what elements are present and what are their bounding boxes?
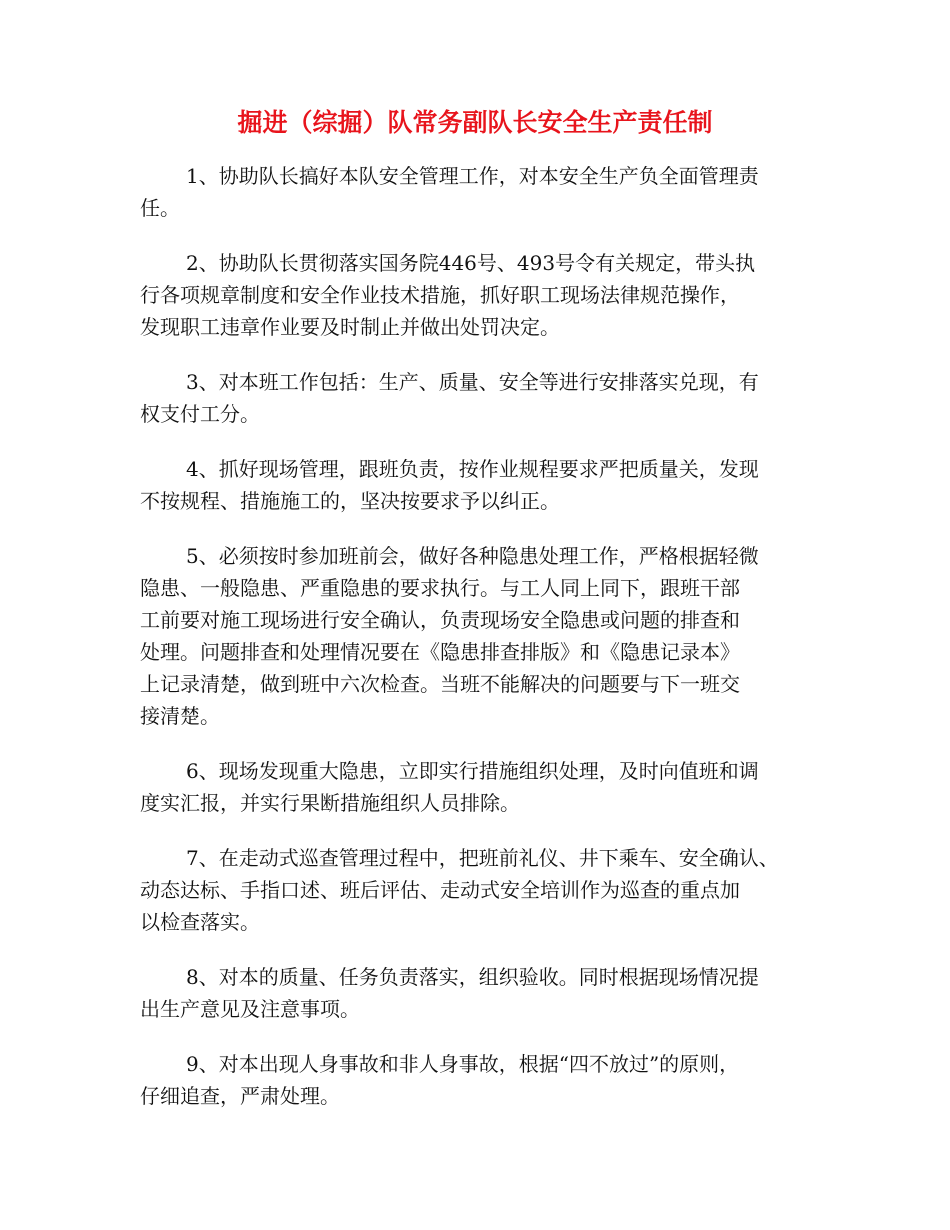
paragraph-8 [140,961,820,1025]
paragraph-line: 任。 [140,196,180,220]
paragraph-4 [140,453,820,517]
paragraph-line: 权支付工分。 [140,402,260,426]
paragraph-line: 动态达标、手指口述、班后评估、走动式安全培训作为巡查的重点加 [140,878,740,902]
paragraph-line: 2、协助队长贯彻落实国务院446号、493号令有关规定，带头执 [186,251,756,275]
document-body [140,160,820,1135]
paragraph-line: 3、对本班工作包括：生产、质量、安全等进行安排落实兑现，有 [186,370,759,394]
paragraph-line: 6、现场发现重大隐患，立即实行措施组织处理，及时向值班和调 [186,759,759,783]
paragraph-line: 1、协助队长搞好本队安全管理工作，对本安全生产负全面管理责 [186,164,759,188]
paragraph-line: 工前要对施工现场进行安全确认，负责现场安全隐患或问题的排查和 [140,608,740,632]
paragraph-7 [140,842,820,938]
paragraph-2 [140,247,820,343]
paragraph-1 [140,160,820,224]
paragraph-line: 不按规程、措施施工的，坚决按要求予以纠正。 [140,489,560,513]
paragraph-line: 出生产意见及注意事项。 [140,997,360,1021]
paragraph-line: 9、对本出现人身事故和非人身事故，根据“四不放过”的原则， [186,1052,740,1076]
paragraph-line: 接清楚。 [140,704,220,728]
paragraph-line: 7、在走动式巡查管理过程中，把班前礼仪、井下乘车、安全确认、 [186,846,779,870]
paragraph-5 [140,540,820,732]
paragraph-9 [140,1048,820,1112]
paragraph-6 [140,755,820,819]
paragraph-line: 隐患、一般隐患、严重隐患的要求执行。与工人同上同下，跟班干部 [140,576,740,600]
paragraph-line: 发现职工违章作业要及时制止并做出处罚决定。 [140,315,560,339]
document-title: 掘进（综掘）队常务副队长安全生产责任制 [237,108,713,137]
paragraph-line: 以检查落实。 [140,910,260,934]
paragraph-line: 上记录清楚，做到班中六次检查。当班不能解决的问题要与下一班交 [140,672,740,696]
paragraph-line: 8、对本的质量、任务负责落实，组织验收。同时根据现场情况提 [186,965,759,989]
paragraph-line: 处理。问题排查和处理情况要在《隐患排查排版》和《隐患记录本》 [140,640,740,664]
paragraph-line: 5、必须按时参加班前会，做好各种隐患处理工作，严格根据轻微 [186,544,759,568]
paragraph-line: 仔细追查，严肃处理。 [140,1084,340,1108]
paragraph-line: 4、抓好现场管理，跟班负责，按作业规程要求严把质量关，发现 [186,457,759,481]
paragraph-line: 度实汇报，并实行果断措施组织人员排除。 [140,791,520,815]
paragraph-3 [140,366,820,430]
paragraph-line: 行各项规章制度和安全作业技术措施，抓好职工现场法律规范操作， [140,283,740,307]
